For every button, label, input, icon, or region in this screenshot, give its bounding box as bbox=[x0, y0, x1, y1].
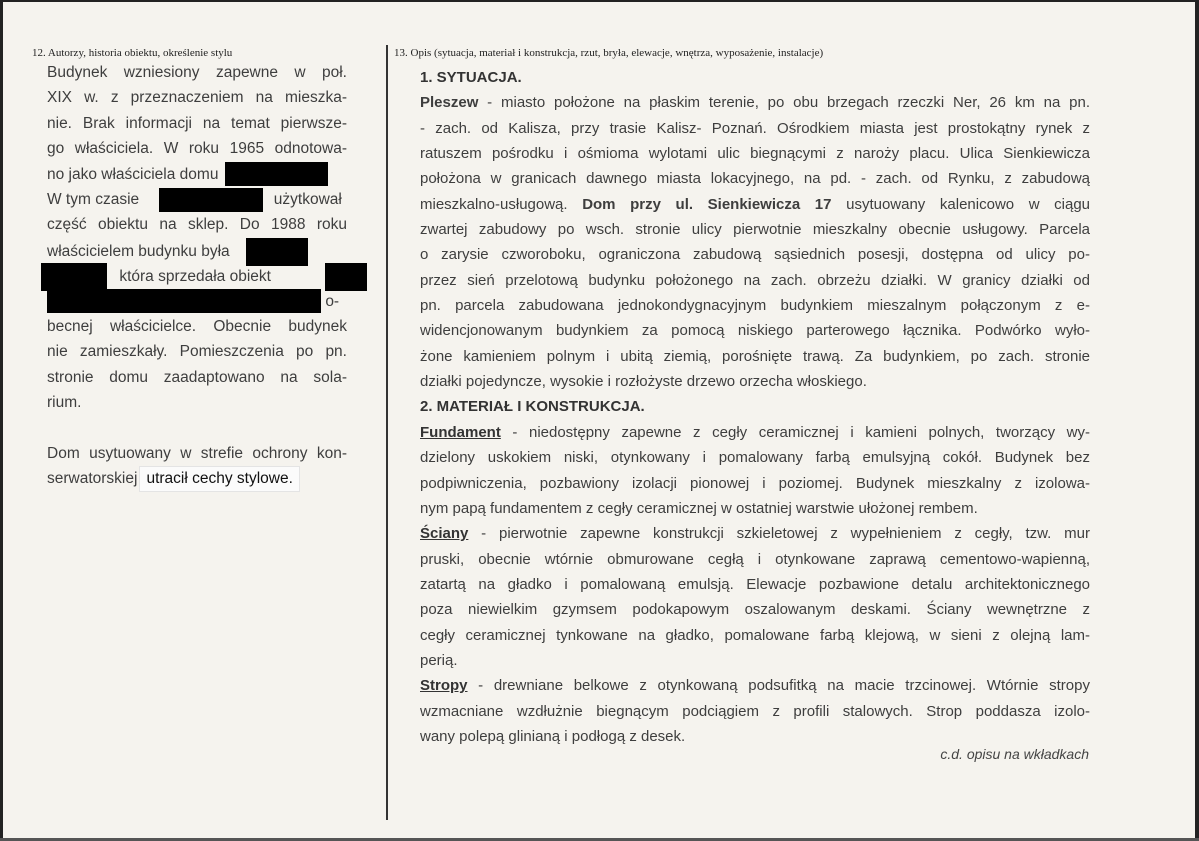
text-line bbox=[420, 521, 1090, 546]
text-line bbox=[41, 263, 347, 288]
redaction-block bbox=[225, 162, 328, 186]
text-segment: użytkował bbox=[273, 190, 342, 208]
text-line: nym papą fundamentem z cegły ceramicznej w ostatniej warstwie ułożonej rembem. bbox=[420, 499, 978, 517]
text-line bbox=[47, 187, 347, 212]
text-line bbox=[420, 192, 1090, 217]
redaction-block bbox=[47, 289, 321, 313]
text-segment: - niedostępny zapewne z cegły ceramicznej i kamieni polnych, tworzący wy- bbox=[500, 423, 1090, 441]
text-line: Budynek wzniesiony zapewne w poł. bbox=[47, 64, 347, 81]
redaction-block bbox=[246, 238, 308, 266]
text-line: przez sień przelotową budynku położonego na zach. obrzeżu działki. W granicy działki od bbox=[420, 271, 1090, 289]
history-text bbox=[47, 60, 347, 492]
text-line: część obiektu na sklep. Do 1988 roku bbox=[47, 216, 347, 234]
page-border-top bbox=[0, 0, 1199, 2]
text-segment: mieszkalno-usługową. bbox=[420, 195, 568, 213]
text-line: XIX w. z przeznaczeniem na mieszka- bbox=[47, 89, 347, 107]
description-text bbox=[420, 65, 1090, 749]
text-line: położona w granicach dawnego miasta lokacyjnego, na pd. - zach. od Rynku, z zabudową bbox=[420, 170, 1090, 188]
redaction-block bbox=[325, 263, 367, 291]
text-segment: usytuowany kalenicowo w ciągu bbox=[831, 195, 1091, 213]
pasted-text-strip: utracił cechy stylowe. bbox=[139, 466, 299, 492]
text-line bbox=[420, 90, 1090, 115]
text-line: nie zamieszkały. Pomieszczenia po pn. bbox=[47, 343, 347, 361]
text-line: zwartej zabudowy po wsch. stronie ulicy pierwotnie mieszkalny obecnie usługowy. Parcela bbox=[420, 221, 1090, 239]
text-line bbox=[47, 289, 347, 314]
text-line: wzmacniane wzdłużnie biegnącym podciągiem z profili stalowych. Strop poddasza izolo- bbox=[420, 702, 1090, 720]
section-heading: 1. SYTUACJA. bbox=[420, 69, 522, 86]
text-line: widencjonowanym budynkiem za pomocą niskiego parterowego łącznika. Podwórko wyło- bbox=[420, 322, 1090, 340]
text-line: cegły ceramicznej tynkowane na gładko, pomalowane farbą klejową, w sieni z olejną lam- bbox=[420, 626, 1090, 644]
text-line: perią. bbox=[420, 651, 458, 669]
text-line bbox=[47, 466, 347, 491]
text-line: zatartą na gładko i pomalowaną emulsją. Elewacje pozbawione detalu architektonicznego bbox=[420, 575, 1090, 593]
text-line: działki pojedyncze, wysokie i rozłożyste drzewo orzecha włoskiego. bbox=[420, 373, 867, 391]
text-line: becnej właścicielce. Obecnie budynek bbox=[47, 317, 347, 335]
redaction-block bbox=[159, 188, 263, 212]
continuation-note: c.d. opisu na wkładkach bbox=[940, 746, 1089, 762]
text-line bbox=[47, 162, 347, 187]
text-segment: właścicielem budynku była bbox=[47, 242, 230, 260]
text-segment: która sprzedała obiekt bbox=[119, 268, 271, 286]
right-column-header: 13. Opis (sytuacja, materiał i konstrukcja, rzut, bryła, elewacje, wnętrza, wyposażenie, instalacje) bbox=[394, 47, 824, 59]
left-column-header: 12. Autorzy, historia obiektu, określenie stylu bbox=[32, 47, 233, 59]
text-line: go właściciela. W roku 1965 odnotowa- bbox=[47, 140, 347, 158]
text-segment: - miasto położone na płaskim terenie, po obu brzegach rzeczki Ner, 26 km na pn. bbox=[478, 94, 1090, 112]
page-border-left bbox=[0, 0, 3, 841]
subsection-label: Stropy bbox=[420, 677, 468, 695]
section-heading: 2. MATERIAŁ I KONSTRUKCJA. bbox=[420, 398, 645, 416]
address-text: Dom przy ul. Sienkiewicza 17 bbox=[582, 195, 832, 213]
text-line: ratuszem pośrodku i ośmioma wylotami ulic biegnącymi z naroży placu. Ulica Sienkiewicza bbox=[420, 145, 1090, 163]
subsection-label: Fundament bbox=[420, 423, 501, 441]
text-line: podpiwniczenia, pozbawiony izolacji pionowej i poziomej. Budynek mieszkalny z izolowa- bbox=[420, 474, 1090, 492]
text-line: - zach. od Kalisza, przy trasie Kalisz- Poznań. Ośrodkiem miasta jest prostokątny rynek z bbox=[420, 119, 1090, 137]
text-line bbox=[420, 420, 1090, 445]
text-line: pn. parcela zabudowana jednokondygnacyjnym budynkiem mieszalnym połączonym z e- bbox=[420, 297, 1090, 315]
text-segment: - pierwotnie zapewne konstrukcji szkieletowej z wypełnieniem z cegły, tzw. mur bbox=[468, 525, 1090, 543]
text-line bbox=[420, 673, 1090, 698]
subsection-label: Ściany bbox=[420, 525, 469, 543]
text-segment: - drewniane belkowe z otynkowaną podsufitką na macie trzcinowej. Wtórnie stropy bbox=[467, 677, 1090, 695]
page-border-right bbox=[1195, 0, 1199, 841]
text-line: o zarysie czworoboku, ograniczona zabudową sąsiednich posesji, dostępna od ulicy po- bbox=[420, 246, 1090, 264]
text-segment: no jako właściciela domu bbox=[47, 165, 219, 183]
text-line: dzielony uskokiem niski, otynkowany i pomalowany farbą emulsyjną cokół. Budynek bez bbox=[420, 449, 1090, 467]
redaction-block bbox=[41, 263, 107, 291]
text-line bbox=[47, 238, 347, 263]
text-line: pruski, obecnie wtórnie obmurowane cegłą i otynkowane zaprawą cementowo-wapienną, bbox=[420, 550, 1090, 568]
text-segment: o- bbox=[325, 292, 340, 310]
column-divider bbox=[386, 45, 388, 820]
text-line: żone kamieniem polnym i ubitą ziemią, porośnięte trawą. Za budynkiem, po zach. stronie bbox=[420, 347, 1090, 365]
text-line: Dom usytuowany w strefie ochrony kon- bbox=[47, 444, 347, 462]
text-segment: serwatorskiej bbox=[47, 470, 138, 488]
text-line: poza niewielkim gzymsem podokapowym oszalowanym deskami. Ściany wewnętrzne z bbox=[420, 601, 1090, 619]
text-line: nie. Brak informacji na temat pierwsze- bbox=[47, 114, 347, 132]
town-name: Pleszew bbox=[420, 94, 479, 112]
text-segment: W tym czasie bbox=[47, 190, 140, 208]
text-line: stronie domu zaadaptowano na sola- bbox=[47, 368, 347, 386]
text-line: rium. bbox=[47, 394, 82, 412]
text-line: wany polepą glinianą i podłogą z desek. bbox=[420, 727, 686, 745]
